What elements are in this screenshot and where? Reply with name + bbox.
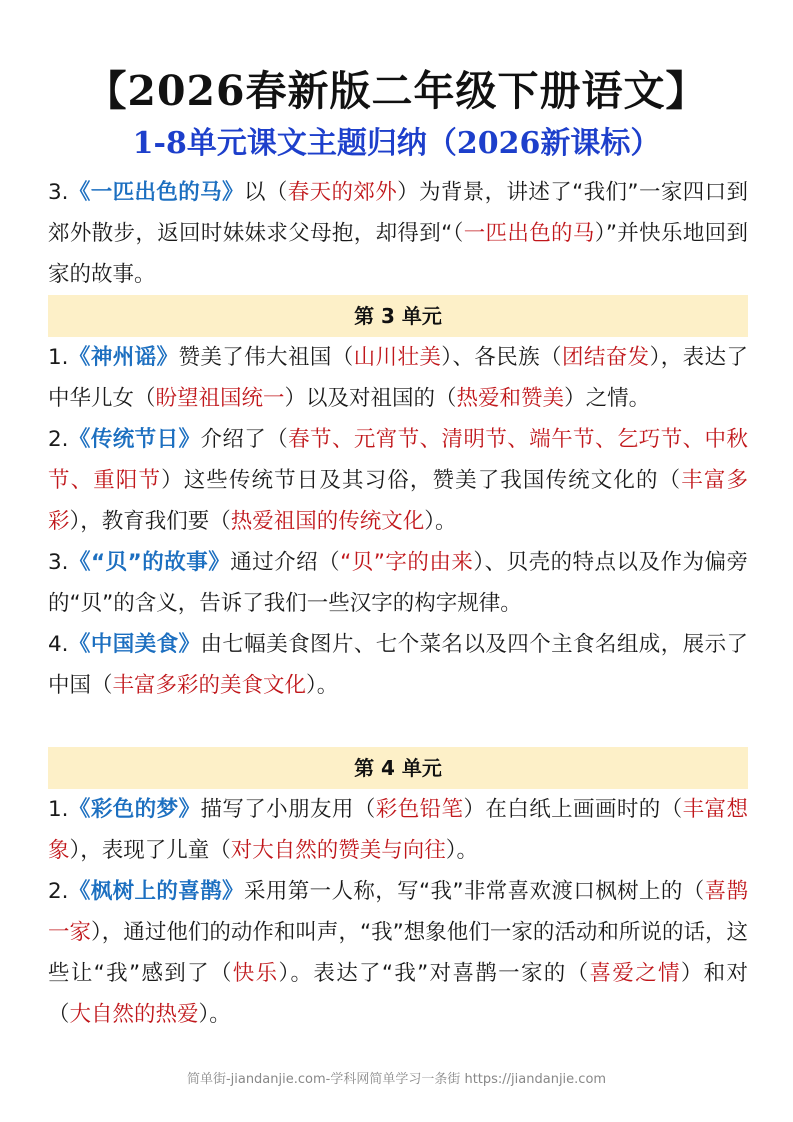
body-text: 2. xyxy=(48,427,69,452)
body-text: 2. xyxy=(48,879,69,904)
body-text: ）之情。 xyxy=(564,386,651,411)
body-text: ）。 xyxy=(424,509,457,534)
lesson-title: 《一匹出色的马》 xyxy=(68,180,244,205)
body-text: ）在白纸上画画时的（ xyxy=(463,797,683,822)
body-text: 1. xyxy=(48,345,69,370)
answer-highlight: 丰富多彩的美食文化 xyxy=(112,673,307,698)
answer-highlight: 山川壮美 xyxy=(353,345,442,370)
unit-4-header: 第 4 单元 xyxy=(48,747,748,789)
lesson-title: 《枫树上的喜鹊》 xyxy=(68,879,244,904)
body-text: ）。 xyxy=(198,1002,231,1027)
answer-highlight: “贝”字的由来 xyxy=(340,550,474,575)
answer-highlight: 团结奋发 xyxy=(561,345,650,370)
answer-highlight: 彩色铅笔 xyxy=(375,797,464,822)
body-text: ），通过他们的动作和叫声，“我”想象他们一家的活动和所说的话，这些让“我”感到了（ xyxy=(48,920,748,986)
body-text: ），教育我们要（ xyxy=(69,509,231,534)
body-text: ）为背景，讲述了“我们”一家四口到郊外散步，返回时妹妹求父母抱，却得到“（ xyxy=(48,180,748,246)
lesson-paragraph xyxy=(48,172,748,295)
body-text: 3. xyxy=(48,550,69,575)
lesson-title: 《中国美食》 xyxy=(68,632,201,657)
body-text: ）以及对祖国的（ xyxy=(284,386,457,411)
lesson-paragraph xyxy=(48,419,748,542)
body-text: ）、贝壳的特点以及作为偏旁的“贝”的含义，告诉了我们一些汉字的构字规律。 xyxy=(48,550,748,616)
page-title: 【2026春新版二年级下册语文】 xyxy=(85,67,708,115)
answer-highlight: 丰富多彩 xyxy=(48,468,748,534)
answer-highlight: 喜爱之情 xyxy=(589,961,681,986)
body-text: 以（ xyxy=(243,180,288,205)
body-text: 介绍了（ xyxy=(200,427,289,452)
body-text: 1. xyxy=(48,797,69,822)
body-text: ）”并快乐地回到家的故事。 xyxy=(48,221,749,287)
content-body xyxy=(48,172,748,1035)
lesson-paragraph xyxy=(48,542,748,624)
answer-highlight: 春节、元宵节、清明节、端午节、乞巧节、中秋节、重阳节 xyxy=(48,427,748,493)
lesson-title: 《彩色的梦》 xyxy=(68,797,201,822)
lesson-title: 《“贝”的故事》 xyxy=(68,550,231,575)
answer-highlight: 春天的郊外 xyxy=(287,180,398,205)
page-footer-watermark: 简单街-jiandanjie.com-学科网简单学习一条街 https://jiandanjie.com xyxy=(186,1072,607,1087)
lesson-paragraph xyxy=(48,624,748,706)
answer-highlight: 快乐 xyxy=(232,961,279,986)
lesson-paragraph xyxy=(48,871,748,1035)
page-subtitle: 1-8单元课文主题归纳（2026新课标） xyxy=(132,126,661,161)
body-text: ），表现了儿童（ xyxy=(69,838,231,863)
unit-3-header: 第 3 单元 xyxy=(48,295,748,337)
body-text: ）。 xyxy=(445,838,479,863)
body-text: 4. xyxy=(48,632,69,657)
body-text: 赞美了伟大祖国（ xyxy=(178,345,354,370)
body-text: 描写了小朋友用（ xyxy=(200,797,376,822)
answer-highlight: 大自然的热爱 xyxy=(69,1002,199,1027)
lesson-paragraph xyxy=(48,337,748,419)
body-text: 通过介绍（ xyxy=(230,550,341,575)
body-text: ），表达了中华儿女（ xyxy=(48,345,748,411)
body-text: ）和对（ xyxy=(48,961,748,1027)
section-spacer xyxy=(48,706,748,747)
lesson-paragraph xyxy=(48,789,748,871)
answer-highlight: 盼望祖国统一 xyxy=(155,386,285,411)
body-text: ）。 xyxy=(306,673,339,698)
answer-highlight: 喜鹊一家 xyxy=(48,879,748,945)
answer-highlight: 热爱祖国的传统文化 xyxy=(230,509,425,534)
body-text: ）、各民族（ xyxy=(441,345,562,370)
answer-highlight: 热爱和赞美 xyxy=(456,386,565,411)
body-text: 3. xyxy=(48,180,69,205)
lesson-title: 《神州谣》 xyxy=(68,345,179,370)
answer-highlight: 对大自然的赞美与向往 xyxy=(230,838,446,863)
lesson-title: 《传统节日》 xyxy=(68,427,201,452)
answer-highlight: 丰富想象 xyxy=(48,797,748,863)
body-text: 由七幅美食图片、七个菜名以及四个主食名组成，展示了中国（ xyxy=(48,632,748,698)
body-text: ）。表达了“我”对喜鹊一家的（ xyxy=(278,961,590,986)
body-text: 采用第一人称，写“我”非常喜欢渡口枫树上的（ xyxy=(243,879,705,904)
body-text: ）这些传统节日及其习俗，赞美了我国传统文化的（ xyxy=(161,468,682,493)
answer-highlight: 一匹出色的马 xyxy=(463,221,595,246)
